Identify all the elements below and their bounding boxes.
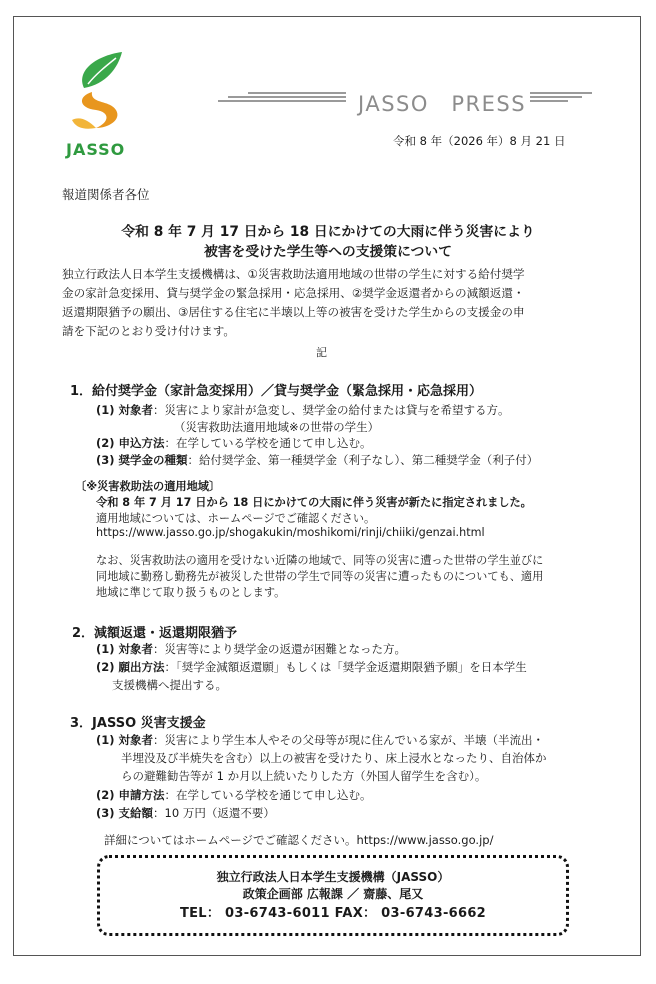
item-text: ：10 万円（返還不要） xyxy=(153,806,275,820)
note-para-line: 地域に準じて取り扱うものとします。 xyxy=(96,586,286,599)
item-text: ：在学している学校を通じて申し込む。 xyxy=(164,788,372,802)
note-bold-line: 令和 8 年 7 月 17 日から 18 日にかけての大雨に伴う災害が新たに指定されました。 xyxy=(96,496,532,509)
contact-org: 独立行政法人日本学生支援機構（JASSO） xyxy=(216,870,450,884)
title-line-2: 被害を受けた学生等への支援策について xyxy=(203,244,453,260)
section2-item2-cont: 支援機構へ提出する。 xyxy=(112,678,227,692)
release-date: 令和 8 年（2026 年）8 月 21 日 xyxy=(393,134,566,148)
press-lines-right xyxy=(530,92,592,106)
section3-item1-cont: らの避難勧告等が 1 か月以上続いたりした方（外国人留学生を含む）。 xyxy=(121,769,487,783)
item-label: (2) 申込方法 xyxy=(96,436,165,450)
note-url-link[interactable]: https://www.jasso.go.jp/shogakukin/moshikomi/rinji/chiiki/genzai.html xyxy=(96,526,485,539)
section1-item1-sub: （災害救助法適用地域※の世帯の学生） xyxy=(174,420,380,434)
details-line: 詳細についてはホームページでご確認ください。https://www.jasso.go.jp/ xyxy=(104,833,494,847)
intro-line: 独立行政法人日本学生支援機構は、①災害救助法適用地域の世帯の学生に対する給付奨学 xyxy=(62,267,525,281)
item-text: ：在学している学校を通じて申し込む。 xyxy=(164,436,372,450)
note-para-line: 同地域に勤務し勤務先が被災した世帯の学生で同等の災害に遭ったものについても、適用 xyxy=(96,570,544,583)
ki-marker: 記 xyxy=(316,346,327,359)
intro-line: 返還期限猶予の願出、③居住する住宅に半壊以上等の被害を受けた学生からの支援金の申 xyxy=(62,305,525,319)
section1-item2 xyxy=(96,435,372,451)
item-text: ：給付奨学金、第一種奨学金（利子なし）、第二種奨学金（利子付） xyxy=(187,453,539,467)
item-label: (1) 対象者 xyxy=(96,642,154,656)
item-label: (3) 奨学金の種類 xyxy=(96,453,188,467)
item-label: (2) 申請方法 xyxy=(96,788,165,802)
press-lines-left xyxy=(218,92,346,106)
jasso-logo-icon xyxy=(66,50,130,134)
item-label: (1) 対象者 xyxy=(96,733,154,747)
section1-item3 xyxy=(96,452,538,468)
item-label: (2) 願出方法 xyxy=(96,660,165,674)
press-title: JASSO PRESS xyxy=(358,92,527,116)
section3-item1 xyxy=(96,732,544,748)
logo-text: JASSO xyxy=(66,140,126,159)
contact-phone: TEL： 03-6743-6011 FAX： 03-6743-6662 xyxy=(179,906,487,921)
contact-dept: 政策企画部 広報課 ／ 齋藤、尾又 xyxy=(242,887,424,901)
item-text: ：災害等により奨学金の返還が困難となった方。 xyxy=(153,642,407,656)
title-line-1: 令和 8 年 7 月 17 日から 18 日にかけての大雨に伴う災害により xyxy=(121,224,535,240)
item-label: (1) 対象者 xyxy=(96,403,154,417)
note-heading: 〔※災害救助法の適用地域〕 xyxy=(75,480,221,493)
item-label: (3) 支給額 xyxy=(96,806,154,820)
item-text: ：「奨学金減額返還願」もしくは「奨学金返還期限猶予願」を日本学生 xyxy=(164,660,527,674)
section3-heading: 3．JASSO 災害支援金 xyxy=(70,716,206,731)
intro-line: 金の家計急変採用、貸与奨学金の緊急採用・応急採用、②奨学金返還者からの減額返還・ xyxy=(62,286,525,300)
section2-item2 xyxy=(96,659,527,675)
section3-item2 xyxy=(96,787,372,803)
section3-item3 xyxy=(96,805,275,821)
section1-item1 xyxy=(96,402,510,418)
section3-item1-cont: 半埋没及び半焼失を含む）以上の被害を受けたり、床上浸水となったり、自治体か xyxy=(121,751,547,765)
section2-heading: 2．減額返還・返還期限猶予 xyxy=(72,626,238,641)
recipients: 報道関係者各位 xyxy=(62,187,150,202)
section1-heading: 1．給付奨学金（家計急変採用）／貸与奨学金（緊急採用・応急採用） xyxy=(70,384,483,399)
item-text: ：災害により家計が急変し、奨学金の給付または貸与を希望する方。 xyxy=(153,403,510,417)
note-line: 適用地域については、ホームページでご確認ください。 xyxy=(96,512,376,525)
note-para-line: なお、災害救助法の適用を受けない近隣の地域で、同等の災害に遭った世帯の学生並びに xyxy=(96,554,544,567)
section2-item1 xyxy=(96,641,406,657)
intro-line: 請を下記のとおり受け付けます。 xyxy=(62,324,235,338)
item-text: ：災害により学生本人やその父母等が現に住んでいる家が、半壊（半流出・ xyxy=(153,733,545,747)
